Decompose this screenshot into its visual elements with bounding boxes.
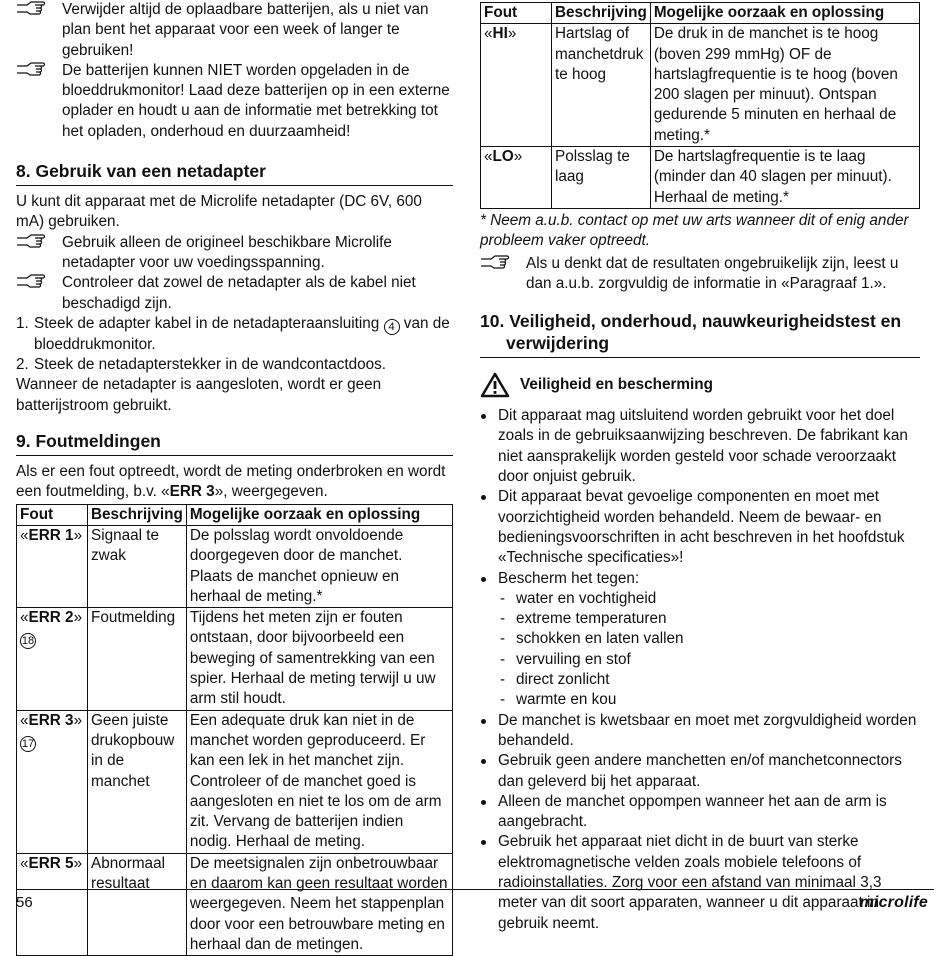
pointing-hand-icon <box>16 62 46 79</box>
description-cell: Foutmelding <box>88 608 187 710</box>
pointing-hand-icon <box>16 274 46 291</box>
error-code: ERR 2 <box>28 609 74 627</box>
sub-list-item: - vervuiling en stof <box>500 650 631 668</box>
brand-logo: microlife <box>859 894 928 911</box>
list-item-text: Dit apparaat bevat gevoelige componenten en moet met voorzichtigheid worden behandeld. Neem de bewaar- en bedieningsvoorschriften in acht beschreven in het hoofdstuk «Technische specificaties»! <box>498 488 905 567</box>
table-header-row <box>481 3 920 24</box>
header-beschrijving: Beschrijving <box>552 3 651 24</box>
description-cell: Geen juiste drukopbouw in de manchet <box>88 710 187 853</box>
sub-list-text: extreme temperaturen <box>516 610 667 628</box>
intro-text-end: », weergegeven. <box>214 483 328 501</box>
callout-number: 4 <box>384 319 400 335</box>
error-code: ERR 5 <box>28 854 74 872</box>
pointing-hand-icon <box>16 234 46 251</box>
hint-text: Gebruik alleen de origineel beschikbare Microlife netadapter voor uw voedingsspanning. <box>62 233 392 271</box>
hint-no-charging <box>16 61 453 142</box>
section-9-intro <box>16 462 453 503</box>
list-item-text: Dit apparaat mag uitsluitend worden gebruikt voor het doel zoals in de gebruiksaanwijzing beschreven. De fabrikant kan niet aansprakelijk worden gesteld voor schade veroorzaakt door onjuist gebruik. <box>498 407 908 486</box>
bullet-icon <box>481 495 486 500</box>
list-item <box>480 832 920 933</box>
left-column <box>16 0 453 956</box>
header-oorzaak: Mogelijke oorzaak en oplossing <box>650 3 919 24</box>
callout-number: 18 <box>21 635 35 648</box>
error-cell: «HI» <box>481 24 552 147</box>
intro-text: Als er een fout optreedt, wordt de meting onderbroken en wordt een foutmelding, b.v. « <box>16 463 446 501</box>
sub-list-text: warmte en kou <box>516 691 617 709</box>
error-code: HI <box>492 25 508 43</box>
section-8-outro: Wanneer de netadapter is aangesloten, wordt er geen batterijstroom gebruikt. <box>16 376 382 414</box>
section-8-heading: 8. Gebruik van een netadapter <box>16 160 453 186</box>
bullet-icon <box>481 759 486 764</box>
list-item <box>480 751 920 792</box>
warning-title: Veiligheid en bescherming <box>520 376 713 393</box>
description-cell: Hartslag of manchetdruk te hoog <box>552 24 651 147</box>
solution-cell: Een adequate druk kan niet in de manchet worden geproduceerd. Er kan een lek in het manchet zijn. Controleer of de manchet goed is aangesloten en niet te los om de arm zit. Vervang de batterijen indien nodig. Herhaal de meting. <box>186 710 452 853</box>
bullet-icon <box>481 577 486 582</box>
table-row <box>17 853 453 955</box>
sub-list-text: schokken en laten vallen <box>516 630 684 648</box>
error-table-continued <box>480 2 920 209</box>
list-item <box>480 792 920 833</box>
error-cell: «ERR 2» 18 <box>17 608 88 710</box>
list-item <box>480 569 920 589</box>
description-cell: Abnormaal resultaat <box>88 853 187 955</box>
error-code: ERR 3 <box>28 711 74 729</box>
header-fout: Fout <box>17 504 88 525</box>
pointing-hand-icon <box>480 255 510 272</box>
header-oorzaak: Mogelijke oorzaak en oplossing <box>186 504 452 525</box>
step-text: Steek de netadapterstekker in de wandcontactdoos. <box>34 356 387 374</box>
footnote: * Neem a.u.b. contact op met uw arts wanneer dit of enig ander probleem vaker optreedt. <box>480 211 909 250</box>
bullet-icon <box>481 414 486 419</box>
page-number: 56 <box>16 894 33 911</box>
sub-list-item: - water en vochtigheid <box>500 589 657 607</box>
error-cell: «ERR 3» 17 <box>17 710 88 853</box>
list-item-text: Gebruik geen andere manchetten en/of manchetconnectors dan geleverd bij het apparaat. <box>498 752 902 790</box>
step-text: Steek de adapter kabel in de netadapteraansluiting <box>34 314 380 332</box>
error-code: ERR 3 <box>169 483 215 501</box>
sub-list-text: water en vochtigheid <box>516 589 657 607</box>
description-cell: Polsslag te laag <box>552 147 651 209</box>
hint-text: Als u denkt dat de resultaten ongebruikelijk zijn, leest u dan a.u.b. zorgvuldig de informatie in «Paragraaf 1.». <box>526 254 899 292</box>
sub-list-text: vervuiling en stof <box>516 650 631 668</box>
error-code: ERR 1 <box>28 526 74 544</box>
step-2 <box>16 355 453 375</box>
section-10-heading: 10. Veiligheid, onderhoud, nauwkeurigheidstest en verwijdering <box>480 310 920 358</box>
section-8-intro: U kunt dit apparaat met de Microlife netadapter (DC 6V, 600 mA) gebruiken. <box>16 193 422 231</box>
bullet-icon <box>481 840 486 845</box>
hint-unusual-results <box>480 254 920 295</box>
sub-list-text: direct zonlicht <box>516 671 610 689</box>
list-item <box>480 711 920 752</box>
list-item-text: Alleen de manchet oppompen wanneer het aan de arm is aangebracht. <box>498 792 887 831</box>
step-1 <box>16 314 453 355</box>
table-header-row <box>17 504 453 525</box>
table-row <box>17 608 453 710</box>
sub-list-item: - direct zonlicht <box>500 671 610 689</box>
error-cell: «LO» <box>481 147 552 209</box>
step-number: 2. <box>16 356 29 374</box>
list-item <box>480 487 920 568</box>
pointing-hand-icon <box>16 1 46 18</box>
error-cell: «ERR 1» <box>17 525 88 607</box>
hint-text: Verwijder altijd de oplaadbare batterijen, als u niet van plan bent het apparaat voor een week of langer te gebruiken! <box>62 1 429 59</box>
solution-cell: De druk in de manchet is te hoog (boven 299 mmHg) OF de hartslagfrequentie is te hoog (boven 200 slagen per minuut). Ontspan gedurende 5 minuten en herhaal de meting.* <box>650 24 919 147</box>
solution-cell: Tijdens het meten zijn er fouten ontstaan, door bijvoorbeeld een beweging of samentrekking van een spier. Herhaal de meting terwijl u uw arm stil houdt. <box>186 608 452 710</box>
step-number: 1. <box>16 314 29 332</box>
description-cell: Signaal te zwak <box>88 525 187 607</box>
solution-cell: De hartslagfrequentie is te laag (minder dan 40 slagen per minuut). Herhaal de meting.* <box>650 147 919 209</box>
header-fout: Fout <box>481 3 552 24</box>
warning-icon <box>480 372 510 398</box>
error-cell: «ERR 5» <box>17 853 88 955</box>
hint-text: De batterijen kunnen NIET worden opgeladen in de bloeddrukmonitor! Laad deze batterijen op in een externe oplader en houdt u aan de informatie met betrekking tot het opladen, onderhoud en duurzaamheid! <box>62 61 450 140</box>
sub-list-item: - schokken en laten vallen <box>500 630 684 648</box>
warning-heading <box>480 372 920 398</box>
section-9-heading: 9. Foutmeldingen <box>16 430 453 456</box>
list-item-text: De manchet is kwetsbaar en moet met zorgvuldigheid worden behandeld. <box>498 711 917 749</box>
step-text-end: van de bloeddrukmonitor. <box>34 314 450 353</box>
bullet-icon <box>481 800 486 805</box>
callout-number: 17 <box>21 737 35 750</box>
hint-remove-batteries <box>16 0 453 61</box>
sub-list-item: - warmte en kou <box>500 691 617 709</box>
list-item <box>480 406 920 487</box>
table-row <box>481 147 920 209</box>
sub-list-item: - extreme temperaturen <box>500 610 667 628</box>
list-item-text: Gebruik het apparaat niet dicht in de buurt van sterke elektromagnetische velden zoals mobiele telefoons of radioinstallaties. Zorg voor een afstand van minimaal 3,3 meter van dit soort apparaten, wanneer u dit apparaat in gebruik neemt. <box>498 833 882 932</box>
solution-cell: De meetsignalen zijn onbetrouwbaar en daarom kan geen resultaat worden weergegeven. Neem het stappenplan door voor een betrouwbare meting en herhaal dan de metingen. <box>186 853 452 955</box>
bullet-icon <box>481 719 486 724</box>
footer-divider <box>16 889 934 890</box>
error-code: LO <box>492 148 514 166</box>
table-row <box>17 710 453 853</box>
hint-check-cable <box>16 273 453 314</box>
right-column <box>480 0 920 934</box>
hint-original-adapter <box>16 233 453 274</box>
hint-text: Controleer dat zowel de netadapter als de kabel niet beschadigd zijn. <box>62 274 416 312</box>
header-beschrijving: Beschrijving <box>88 504 187 525</box>
table-row <box>481 24 920 147</box>
table-row <box>17 525 453 607</box>
solution-cell: De polsslag wordt onvoldoende doorgegeven door de manchet. Plaats de manchet opnieuw en herhaal de meting.* <box>186 525 452 607</box>
list-item-text: Bescherm het tegen: <box>498 569 640 587</box>
